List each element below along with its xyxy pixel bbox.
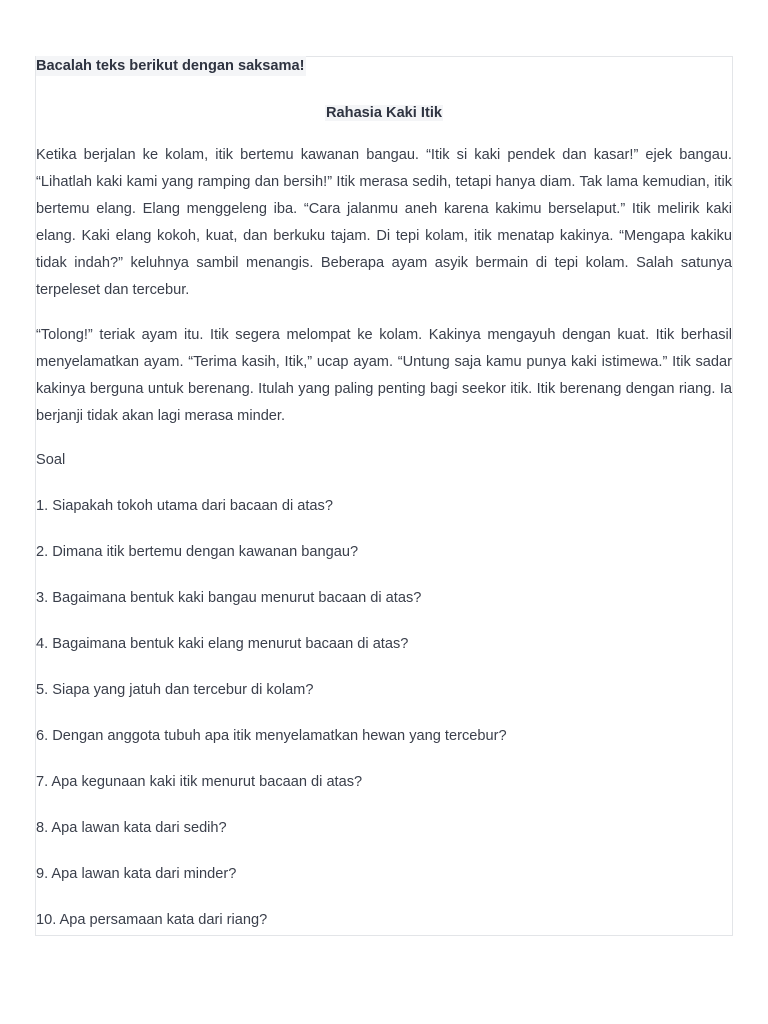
story-paragraph-1: Ketika berjalan ke kolam, itik bertemu kawanan bangau. “Itik si kaki pendek dan kasar!” ejek bangau. “Lihatlah kaki kami yang ramping dan bersih!” Itik merasa sedih, tetapi hanya diam. Tak lama kemudian, itik bertemu elang. Elang menggeleng iba. “Cara jalanmu aneh karena kakimu berselaput.” Itik melirik kaki elang. Kaki elang kokoh, kuat, dan berkuku tajam. Di tepi kolam, itik menatap kakinya. “Mengapa kakiku tidak indah?” keluhnya sambil menangis. Beberapa ayam asyik bermain di tepi kolam. Salah satunya terpeleset dan tercebur.	[36, 147, 732, 298]
question-item: 2. Dimana itik bertemu dengan kawanan bangau?	[36, 544, 359, 560]
question-item: 5. Siapa yang jatuh dan tercebur di kolam?	[36, 682, 314, 698]
story-title-text: Rahasia Kaki Itik	[326, 105, 442, 121]
questions-heading: Soal	[36, 452, 66, 468]
question-item: 4. Bagaimana bentuk kaki elang menurut bacaan di atas?	[36, 636, 409, 652]
question-item: 1. Siapakah tokoh utama dari bacaan di atas?	[36, 498, 333, 514]
question-item: 8. Apa lawan kata dari sedih?	[36, 820, 227, 836]
instruction-text: Bacalah teks berikut dengan saksama!	[36, 58, 305, 74]
question-item: 3. Bagaimana bentuk kaki bangau menurut bacaan di atas?	[36, 590, 422, 606]
question-item: 7. Apa kegunaan kaki itik menurut bacaan di atas?	[36, 774, 363, 790]
question-item: 6. Dengan anggota tubuh apa itik menyelamatkan hewan yang tercebur?	[36, 728, 507, 744]
question-item: 9. Apa lawan kata dari minder?	[36, 866, 237, 882]
story-paragraph-2: “Tolong!” teriak ayam itu. Itik segera melompat ke kolam. Kakinya mengayuh dengan kuat. Itik berhasil menyelamatkan ayam. “Terima kasih, Itik,” ucap ayam. “Untung saja kamu punya kaki istimewa.” Itik sadar kakinya berguna untuk berenang. Itulah yang paling penting bagi seekor itik. Itik berenang dengan riang. Ia berjanji tidak akan lagi merasa minder.	[36, 327, 732, 424]
document-content	[36, 56, 732, 930]
story-title	[36, 103, 732, 123]
question-item: 10. Apa persamaan kata dari riang?	[36, 912, 268, 928]
